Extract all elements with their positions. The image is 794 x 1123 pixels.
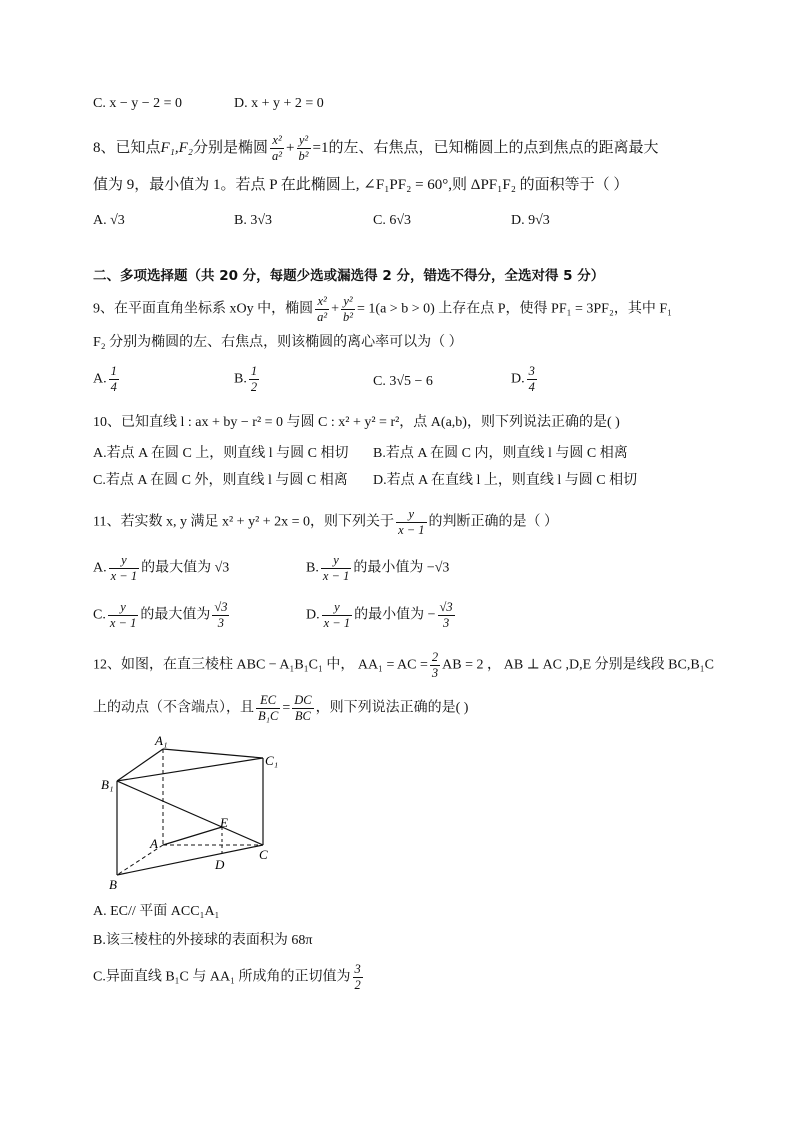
q11-stem: [93, 507, 558, 538]
q9-option-b-fraction: $\frac{1}{2}$: [250, 364, 258, 394]
q7-option-c: C. x − y − 2 = 0: [93, 96, 183, 111]
label-a1: A₁: [155, 735, 168, 748]
q8-option-a: A. √3: [93, 213, 125, 228]
q11-fraction: $\frac{y}{x - 1}$: [398, 507, 425, 537]
q10-stem: 10、已知直线 l : ax + by − r² = 0 与圆 C : x² + y² = r²，点 A(a,b)，则下列说法正确的是( ): [93, 415, 620, 430]
q10-option-c: C.若点 A 在圆 C 外，则直线 l 与圆 C 相离: [93, 473, 348, 488]
q9-option-a-fraction: $\frac{1}{4}$: [110, 364, 117, 394]
q12-prism-figure: [95, 735, 295, 895]
label-c1: C₁: [265, 753, 279, 768]
q11-option-a: A. $\frac{y}{x - 1}$ 的最大值为 √3: [93, 553, 230, 583]
edge-b-c: [117, 845, 263, 875]
q12-option-c-fraction: $\frac{3}{2}$: [354, 962, 361, 992]
q8-option-b: B. 3√3: [234, 213, 273, 228]
q8-stem-text-3: =1的左、右焦点，已知椭圆上的点到焦点的距离最大: [312, 139, 659, 156]
q10-option-b: B.若点 A 在圆 C 内，则直线 l 与圆 C 相离: [373, 446, 628, 461]
q12-stem-text-2: AB = 2 ， AB ⊥ AC ,D,E 分别是线段 BC,B₁C: [442, 657, 714, 673]
q12-option-c: C.异面直线 B₁C 与 AA₁ 所成角的正切值为 $\frac{3}{2}$: [93, 962, 361, 992]
label-b: B: [109, 877, 117, 892]
q8-plus: +: [286, 139, 295, 156]
q8-fraction-y: $\frac{\text{y²}}{\text{b²}}$: [298, 133, 309, 163]
q11-option-b: B. $\frac{y}{x - 1}$ 的最小值为 −√3: [306, 553, 450, 583]
q11-stem-text: 11、若实数 x, y 满足 x² + y² + 2x = 0，则下列关于: [93, 514, 395, 530]
q9-option-d-fraction: $\frac{3}{4}$: [528, 364, 535, 394]
q9-fraction-y: $\frac{\text{y²}}{\text{b²}}$: [343, 294, 354, 324]
label-d: D: [215, 857, 225, 872]
q12-option-a: A. EC// 平面 ACC₁A₁: [93, 904, 220, 919]
q8-stem-text-2: 分别是椭圆: [193, 139, 269, 156]
q12-stem-text-3: 上的动点（不含端点），且: [93, 700, 254, 716]
section-title-multiple-choice: 二、多项选择题（共 20 分，每题少选或漏选得 2 分，错选不得分，全选对得 5 分）: [93, 268, 605, 284]
edge-b1-c: [117, 781, 263, 845]
q9-stem-text: 9、在平面直角坐标系 xOy 中，椭圆: [93, 301, 314, 317]
q12-stem-text: 12、如图，在直三棱柱 ABC − A₁B₁C₁ 中， AA₁ = AC =: [93, 657, 428, 673]
q10-option-a: A.若点 A 在圆 C 上，则直线 l 与圆 C 相切: [93, 446, 349, 461]
q9-option-b: B. $\frac{1}{2}$: [234, 364, 258, 394]
q12-fraction-dc: $\frac{DC}{BC}$: [294, 693, 312, 723]
q11-option-d: D. $\frac{y}{x - 1}$ 的最小值为 − $\frac{√3}{3}$: [306, 600, 453, 630]
q9-fraction-x: $\frac{\text{x²}}{\text{a²}}$: [317, 294, 328, 324]
q11-stem-text-2: 的判断正确的是（ ）: [428, 514, 559, 530]
segment-a-e: [163, 827, 222, 845]
q8-stem-line2: 值为 9，最小值为 1。若点 P 在此椭圆上, ∠F₁PF₂ = 60°,则 ΔPF₁F₂ 的面积等于（ ）: [93, 177, 629, 193]
q9-stem-line2: F₂ 分别为椭圆的左、右焦点，则该椭圆的离心率可以为（ ）: [93, 335, 463, 350]
q12-fraction-ec: $\frac{EC}{\text{B₁C}}$: [258, 693, 279, 723]
q12-stem-line1: [93, 650, 714, 681]
label-c: C: [259, 847, 268, 862]
q12-fraction-2-3: $\frac{2}{3}$: [431, 650, 439, 680]
q9-option-c: C. 3√5 − 6: [373, 374, 433, 389]
q9-stem-text-2: = 1(a > b > 0) 上存在点 P，使得 PF₁ = 3PF₂，其中 F₁: [357, 301, 673, 317]
label-b1: B₁: [101, 777, 114, 792]
q8-option-c: C. 6√3: [373, 213, 412, 228]
edge-a1-c1: [163, 749, 263, 758]
q12-stem-text-4: ，则下列说法正确的是( ): [315, 700, 469, 716]
q8-foci: F₁,F₂: [160, 139, 194, 156]
q7-option-d: D. x + y + 2 = 0: [234, 96, 324, 111]
q11-option-c: C. $\frac{y}{x - 1}$ 的最大值为 $\frac{√3}{3}$: [93, 600, 228, 630]
q10-option-d: D.若点 A 在直线 l 上，则直线 l 与圆 C 相切: [373, 473, 638, 488]
edge-b1-c1: [117, 758, 263, 781]
q12-stem-line2: 上的动点（不含端点），且 $\frac{EC}{\text{B₁C}}$ = $\frac{DC}{BC}$ ，则下列说法正确的是( ): [93, 693, 469, 723]
q12-option-b: B.该三棱柱的外接球的表面积为 68π: [93, 933, 313, 948]
q9-plus: +: [331, 301, 340, 317]
q9-option-a: A. $\frac{1}{4}$: [93, 364, 117, 394]
label-a: A: [150, 836, 158, 851]
q8-fraction-x: $\frac{\text{x²}}{\text{a²}}$: [272, 133, 283, 163]
q8-stem-text: 8、已知点: [93, 139, 161, 156]
q8-stem-line1: [93, 133, 658, 164]
edge-a1-b1: [117, 749, 163, 781]
q9-stem-line1: [93, 294, 672, 325]
label-e: E: [220, 815, 228, 830]
q9-option-d: D. $\frac{3}{4}$: [511, 364, 535, 394]
q8-option-d: D. 9√3: [511, 213, 550, 228]
